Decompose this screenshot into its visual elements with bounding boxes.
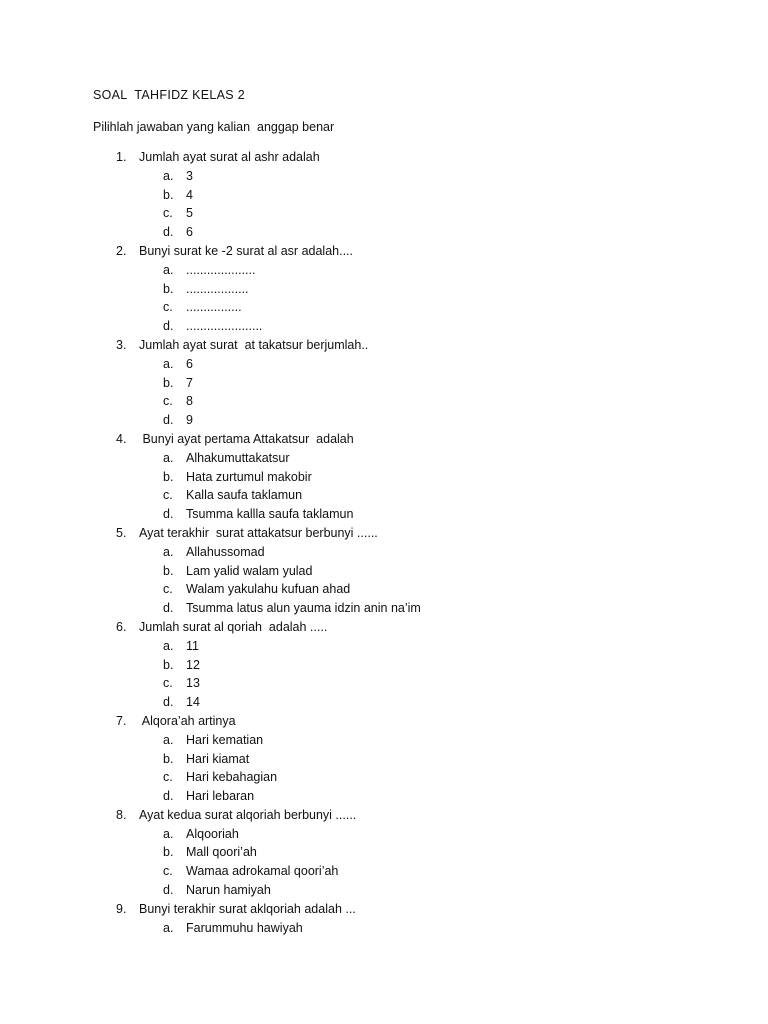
option-letter: c. xyxy=(163,206,173,221)
answer-option xyxy=(0,355,768,374)
option-letter: d. xyxy=(163,695,174,710)
option-letter: c. xyxy=(163,300,173,315)
option-letter: d. xyxy=(163,789,174,804)
answer-option xyxy=(0,843,768,862)
option-text: 6 xyxy=(186,356,193,371)
option-text: Wamaa adrokamal qoori’ah xyxy=(186,864,339,879)
question-item xyxy=(0,900,768,919)
option-text: Walam yakulahu kufuan ahad xyxy=(186,582,351,597)
question-number: 3. xyxy=(116,337,127,352)
answer-option xyxy=(0,599,768,618)
option-text: Hari lebaran xyxy=(186,789,255,804)
answer-option xyxy=(0,374,768,393)
question-item xyxy=(0,336,768,355)
option-text: Farummuhu hawiyah xyxy=(186,920,303,935)
answer-option xyxy=(0,580,768,599)
option-letter: d. xyxy=(163,225,174,240)
answer-option xyxy=(0,731,768,750)
option-text: Allahussomad xyxy=(186,544,265,559)
option-text: Alqooriah xyxy=(186,826,239,841)
answer-option xyxy=(0,204,768,223)
instruction-text: Pilihlah jawaban yang kalian anggap benar xyxy=(93,120,335,134)
option-text: 9 xyxy=(186,413,193,428)
option-letter: a. xyxy=(163,544,174,559)
option-text: 13 xyxy=(186,676,200,691)
option-letter: b. xyxy=(163,563,174,578)
option-text: ................ xyxy=(186,300,242,315)
question-number: 9. xyxy=(116,901,127,916)
question-number: 6. xyxy=(116,619,127,634)
question-number: 7. xyxy=(116,713,127,728)
option-letter: a. xyxy=(163,732,174,747)
option-text: Tsumma kallla saufa taklamun xyxy=(186,507,354,522)
question-text: Bunyi surat ke -2 surat al asr adalah.... xyxy=(139,243,353,258)
option-text: Hari kebahagian xyxy=(186,770,278,785)
option-letter: c. xyxy=(163,488,173,503)
option-text: Lam yalid walam yulad xyxy=(186,563,313,578)
option-letter: b. xyxy=(163,469,174,484)
answer-option xyxy=(0,392,768,411)
option-letter: c. xyxy=(163,864,173,879)
option-text: 4 xyxy=(186,187,193,202)
option-letter: d. xyxy=(163,507,174,522)
answer-option xyxy=(0,881,768,900)
answer-option xyxy=(0,468,768,487)
option-text: 14 xyxy=(186,695,200,710)
answer-option xyxy=(0,637,768,656)
option-text: Kalla saufa taklamun xyxy=(186,488,303,503)
answer-option xyxy=(0,167,768,186)
question-text: Ayat kedua surat alqoriah berbunyi ...... xyxy=(139,807,357,822)
question-number: 1. xyxy=(116,150,127,164)
option-letter: d. xyxy=(163,413,174,428)
option-text: Mall qoori’ah xyxy=(186,845,257,860)
question-number: 4. xyxy=(116,431,127,446)
question-item xyxy=(0,524,768,543)
question-text: Jumlah ayat surat al ashr adalah xyxy=(139,150,320,164)
question-item xyxy=(0,806,768,825)
answer-option xyxy=(0,186,768,205)
answer-option xyxy=(0,787,768,806)
option-text: 12 xyxy=(186,657,200,672)
question-item xyxy=(0,618,768,637)
answer-option xyxy=(0,543,768,562)
answer-option xyxy=(0,317,768,336)
option-letter: d. xyxy=(163,601,174,616)
option-letter: a. xyxy=(163,638,174,653)
question-text: Alqora’ah artinya xyxy=(139,713,236,728)
answer-option xyxy=(0,505,768,524)
option-text: Alhakumuttakatsur xyxy=(186,450,290,465)
answer-option xyxy=(0,656,768,675)
answer-option xyxy=(0,919,768,938)
option-letter: b. xyxy=(163,187,174,202)
answer-option xyxy=(0,825,768,844)
question-number: 8. xyxy=(116,807,127,822)
question-item xyxy=(0,712,768,731)
question-text: Ayat terakhir surat attakatsur berbunyi ...... xyxy=(139,525,378,540)
document-title: SOAL TAHFIDZ KELAS 2 xyxy=(93,88,245,102)
option-text: Hata zurtumul makobir xyxy=(186,469,312,484)
answer-option xyxy=(0,693,768,712)
answer-option xyxy=(0,750,768,769)
option-text: 8 xyxy=(186,394,193,409)
answer-option xyxy=(0,411,768,430)
option-text: .................. xyxy=(186,281,249,296)
answer-option xyxy=(0,280,768,299)
option-letter: a. xyxy=(163,450,174,465)
option-text: 7 xyxy=(186,375,193,390)
option-letter: c. xyxy=(163,582,173,597)
option-letter: b. xyxy=(163,375,174,390)
answer-option xyxy=(0,223,768,242)
question-text: Bunyi ayat pertama Attakatsur adalah xyxy=(139,431,354,446)
option-letter: d. xyxy=(163,319,174,334)
option-text: 3 xyxy=(186,168,193,183)
answer-option xyxy=(0,486,768,505)
option-text: 6 xyxy=(186,225,193,240)
answer-option xyxy=(0,449,768,468)
option-text: Hari kematian xyxy=(186,732,264,747)
question-list xyxy=(0,148,768,937)
question-number: 2. xyxy=(116,243,127,258)
option-letter: c. xyxy=(163,394,173,409)
question-item xyxy=(0,242,768,261)
option-letter: a. xyxy=(163,262,174,277)
answer-option xyxy=(0,674,768,693)
answer-option xyxy=(0,562,768,581)
option-letter: a. xyxy=(163,168,174,183)
option-text: ...................... xyxy=(186,319,263,334)
option-text: 11 xyxy=(186,638,199,653)
question-item xyxy=(0,148,768,167)
answer-option xyxy=(0,298,768,317)
option-letter: b. xyxy=(163,751,174,766)
answer-option xyxy=(0,261,768,280)
option-text: Tsumma latus alun yauma idzin anin na’im xyxy=(186,601,421,616)
option-text: Hari kiamat xyxy=(186,751,250,766)
option-letter: b. xyxy=(163,657,174,672)
answer-option xyxy=(0,862,768,881)
option-letter: d. xyxy=(163,883,174,898)
option-text: Narun hamiyah xyxy=(186,883,271,898)
option-text: 5 xyxy=(186,206,193,221)
answer-option xyxy=(0,768,768,787)
question-item xyxy=(0,430,768,449)
option-letter: a. xyxy=(163,920,174,935)
option-letter: b. xyxy=(163,845,174,860)
option-letter: a. xyxy=(163,826,174,841)
option-letter: a. xyxy=(163,356,174,371)
option-letter: c. xyxy=(163,676,173,691)
question-text: Bunyi terakhir surat aklqoriah adalah ... xyxy=(139,901,356,916)
option-text: .................... xyxy=(186,262,256,277)
question-text: Jumlah ayat surat at takatsur berjumlah.. xyxy=(139,337,369,352)
option-letter: c. xyxy=(163,770,173,785)
option-letter: b. xyxy=(163,281,174,296)
question-number: 5. xyxy=(116,525,127,540)
question-text: Jumlah surat al qoriah adalah ..... xyxy=(139,619,328,634)
